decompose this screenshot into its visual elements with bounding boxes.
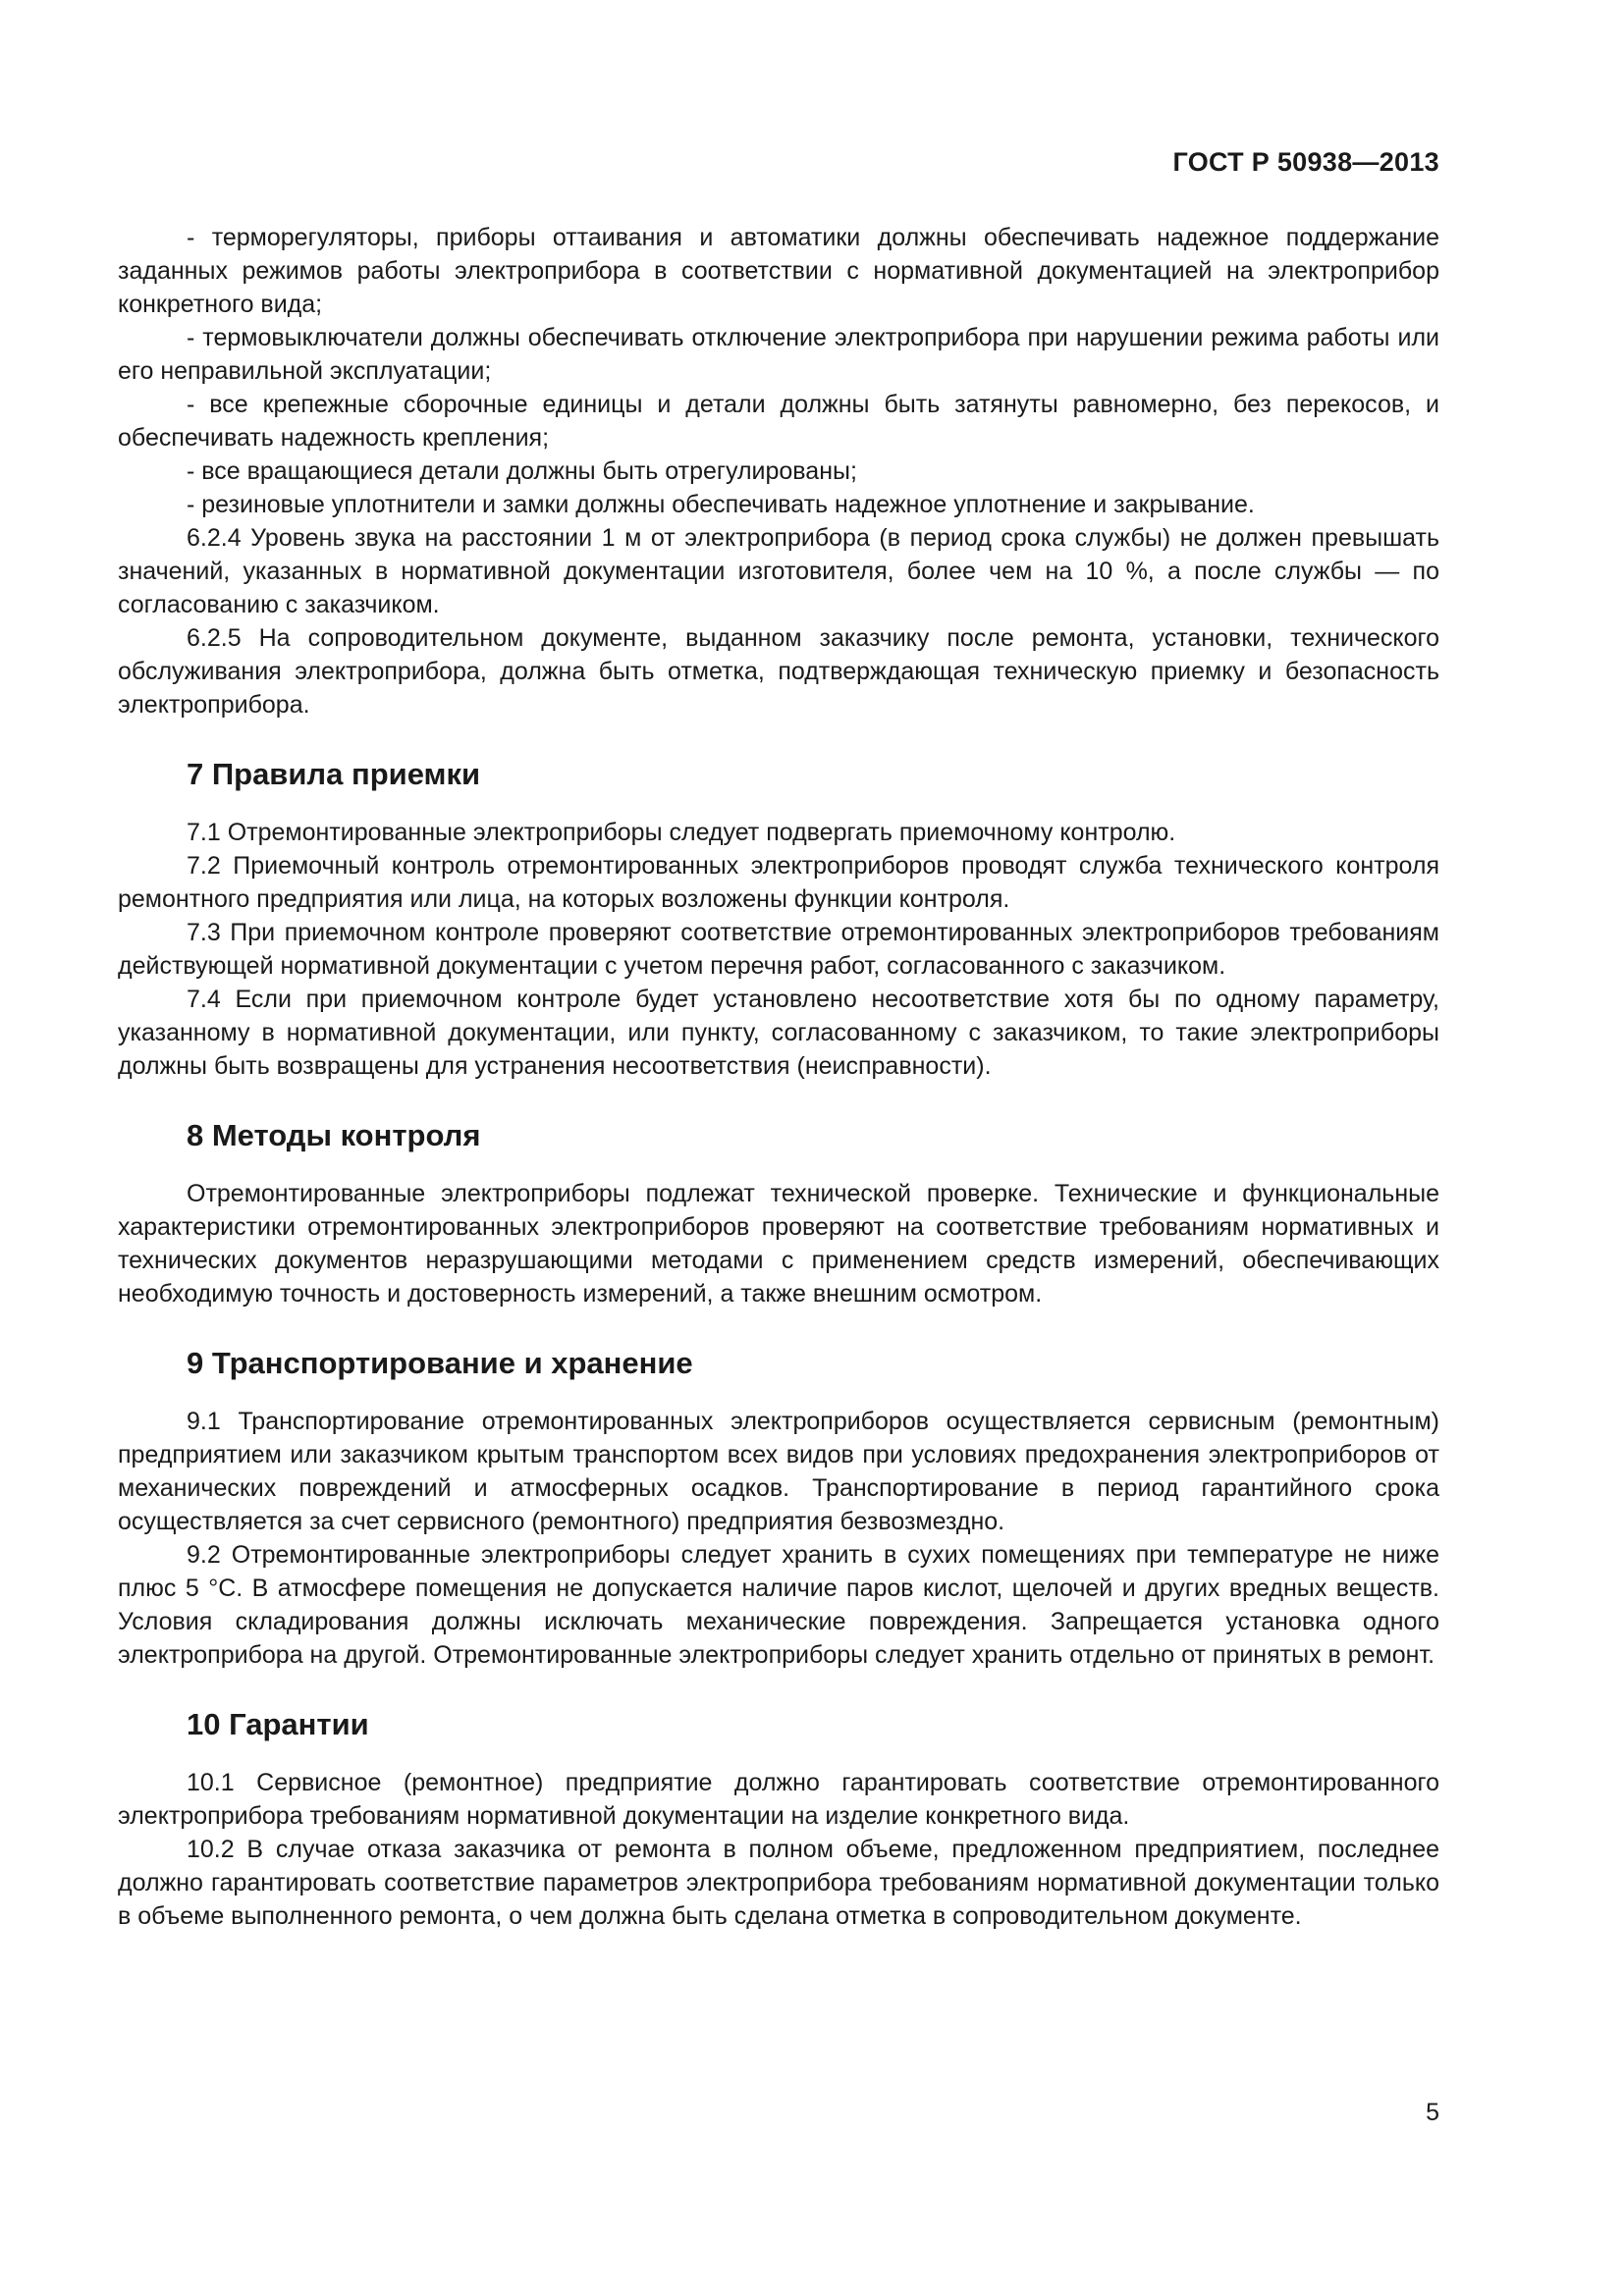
heading-section-8: 8 Методы контроля [187,1118,481,1152]
para-8: Отремонтированные электроприборы подлежат технической проверке. Технические и функциональные характеристики отремонтированных электроприборов проверяют на соответствие требованиям нормативных и технических документов неразрушающими методами с применением средств измерений, обеспечивающих необходимую точность и достоверность измерений, а также внешним осмотром. [118,1180,1439,1308]
document-standard-id: ГОСТ Р 50938—2013 [1172,147,1439,177]
para-rubber-seals: - резиновые уплотнители и замки должны обеспечивать надежное уплотнение и закрывание. [187,491,1255,518]
para-9-2: 9.2 Отремонтированные электроприборы следует хранить в сухих помещениях при температуре не ниже плюс 5 °С. В атмосфере помещения не допускается наличие паров кислот, щелочей и других вредных веществ. Условия складирования должны исключать механические повреждения. Запрещается установка одного электроприбора на другой. Отремонтированные электроприборы следует хранить отдельно от принятых в ремонт. [118,1541,1439,1669]
document-page [118,0,1439,2296]
heading-section-9: 9 Транспортирование и хранение [187,1346,693,1380]
para-6-2-5: 6.2.5 На сопроводительном документе, выданном заказчику после ремонта, установки, технического обслуживания электроприбора, должна быть отметка, подтверждающая техническую приемку и безопасность электроприбора. [118,624,1439,719]
para-thermoswitches: - термовыключатели должны обеспечивать отключение электроприбора при нарушении режима работы или его неправильной эксплуатации; [118,324,1439,385]
page-number: 5 [1426,2099,1439,2126]
para-7-3: 7.3 При приемочном контроле проверяют соответствие отремонтированных электроприборов требованиям действующей нормативной документации с учетом перечня работ, согласованного с заказчиком. [118,919,1439,980]
document-body [118,221,1439,1933]
para-10-1: 10.1 Сервисное (ремонтное) предприятие должно гарантировать соответствие отремонтированного электроприбора требованиям нормативной документации на изделие конкретного вида. [118,1769,1439,1830]
para-7-2: 7.2 Приемочный контроль отремонтированных электроприборов проводят служба технического контроля ремонтного предприятия или лица, на которых возложены функции контроля. [118,852,1439,913]
para-9-1: 9.1 Транспортирование отремонтированных электроприборов осуществляется сервисным (ремонтным) предприятием или заказчиком крытым транспортом всех видов при условиях предохранения электроприборов от механических повреждений и атмосферных осадков. Транспортирование в период гарантийного срока осуществляется за счет сервисного (ремонтного) предприятия безвозмездно. [118,1408,1439,1535]
para-7-4: 7.4 Если при приемочном контроле будет установлено несоответствие хотя бы по одному параметру, указанному в нормативной документации, или пункту, согласованному с заказчиком, то такие электроприборы должны быть возвращены для устранения несоответствия (неисправности). [118,986,1439,1080]
para-rotating-parts: - все вращающиеся детали должны быть отрегулированы; [187,457,857,485]
heading-section-10: 10 Гарантии [187,1707,369,1741]
para-10-2: 10.2 В случае отказа заказчика от ремонта в полном объеме, предложенном предприятием, последнее должно гарантировать соответствие параметров электроприбора требованиям нормативной документации только в объеме выполненного ремонта, о чем должна быть сделана отметка в сопроводительном документе. [118,1836,1439,1930]
para-thermoregulators: - терморегуляторы, приборы оттаивания и автоматики должны обеспечивать надежное поддержание заданных режимов работы электроприбора в соответствии с нормативной документацией на электроприбор конкретного вида; [118,224,1439,318]
para-fasteners: - все крепежные сборочные единицы и детали должны быть затянуты равномерно, без перекосов, и обеспечивать надежность крепления; [118,391,1439,452]
heading-section-7: 7 Правила приемки [187,757,481,791]
para-6-2-4: 6.2.4 Уровень звука на расстоянии 1 м от электроприбора (в период срока службы) не должен превышать значений, указанных в нормативной документации изготовителя, более чем на 10 %, а после службы — по согласованию с заказчиком. [118,524,1439,618]
para-7-1: 7.1 Отремонтированные электроприборы следует подвергать приемочному контролю. [187,819,1176,846]
